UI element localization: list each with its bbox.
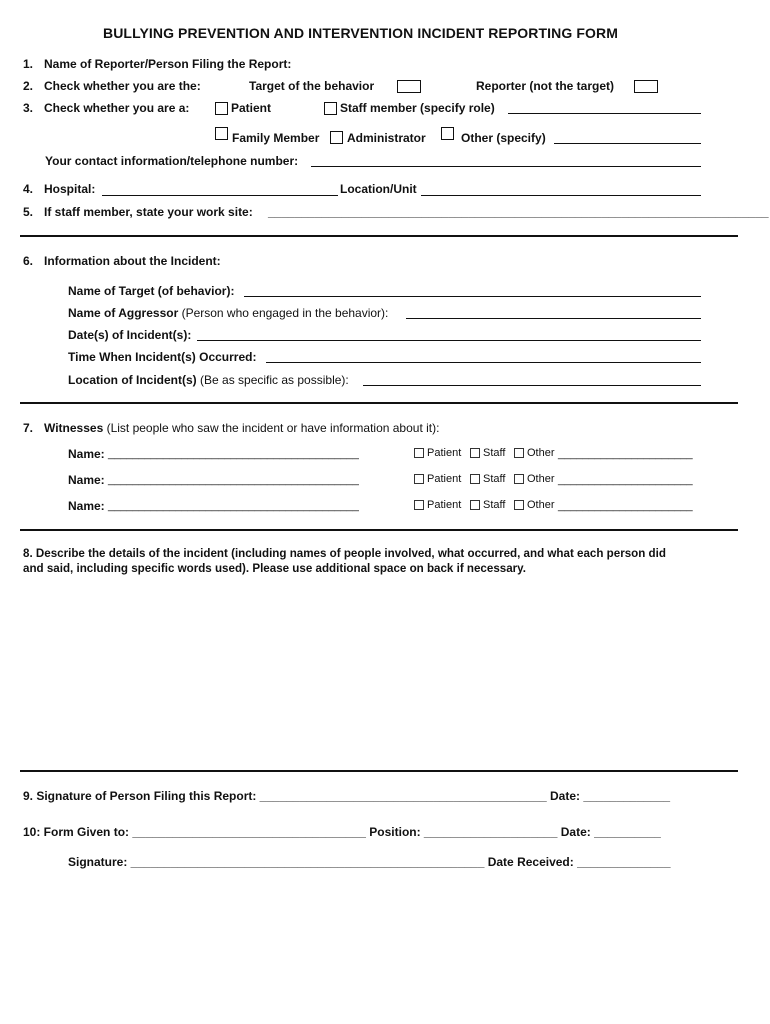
aggressor-name-field[interactable] xyxy=(406,318,701,319)
q2-option-reporter-label: Reporter (not the target) xyxy=(476,79,614,93)
witness-name-label: Name: xyxy=(68,499,105,513)
witness-other-checkbox[interactable] xyxy=(514,448,524,458)
section-divider xyxy=(20,235,738,237)
q7-note: (List people who saw the incident or have information about it): xyxy=(103,421,440,435)
section-divider xyxy=(20,770,738,772)
q5-label: If staff member, state your work site: xyxy=(44,205,253,219)
target-name-field[interactable] xyxy=(244,296,701,297)
witness-patient-checkbox[interactable] xyxy=(414,448,424,458)
witness-staff-checkbox[interactable] xyxy=(470,474,480,484)
q3-family-checkbox[interactable] xyxy=(215,127,228,140)
hospital-field[interactable] xyxy=(102,195,338,196)
q6-number: 6. xyxy=(23,254,34,268)
witness-patient-checkbox[interactable] xyxy=(414,500,424,510)
incident-location-label xyxy=(68,373,349,387)
q8-instructions-line1: 8. Describe the details of the incident (including names of people involved, what occurred, and what each person did xyxy=(23,547,666,560)
section-divider xyxy=(20,402,738,404)
q2-target-checkbox[interactable] xyxy=(397,80,421,93)
witness-patient-label: Patient xyxy=(427,447,462,459)
q3-other-checkbox[interactable] xyxy=(441,127,454,140)
q7-label xyxy=(44,421,439,435)
q10-signature-line[interactable]: Signature: _____________________________________________________ Date Received: ______________ xyxy=(68,855,671,869)
incident-dates-label: Date(s) of Incident(s): xyxy=(68,328,192,342)
q9-signature-line[interactable]: 9. Signature of Person Filing this Report: ___________________________________________ Date: _____________ xyxy=(23,789,671,803)
target-name-label: Name of Target (of behavior): xyxy=(68,284,235,298)
witness-name-field[interactable]: _________________________________________ xyxy=(108,474,359,486)
q1-label: Name of Reporter/Person Filing the Report: xyxy=(44,57,292,71)
witness-other-field[interactable]: ______________________ xyxy=(558,500,693,512)
q6-label: Information about the Incident: xyxy=(44,254,221,268)
incident-location-note: (Be as specific as possible): xyxy=(196,373,349,387)
witness-staff-label: Staff xyxy=(483,499,506,511)
witness-patient-label: Patient xyxy=(427,473,462,485)
q7-number: 7. xyxy=(23,421,34,435)
witness-other-checkbox[interactable] xyxy=(514,474,524,484)
contact-label: Your contact information/telephone number: xyxy=(45,154,299,168)
witness-other-label: Other xyxy=(527,499,555,511)
q5-number: 5. xyxy=(23,205,34,219)
q2-label: Check whether you are the: xyxy=(44,79,201,93)
incident-location-label-text: Location of Incident(s) xyxy=(68,373,197,387)
witness-staff-label: Staff xyxy=(483,447,506,459)
incident-location-field[interactable] xyxy=(363,385,701,386)
q3-option-patient-label: Patient xyxy=(231,101,272,115)
q3-number: 3. xyxy=(23,101,34,115)
q3-label: Check whether you are a: xyxy=(44,101,190,115)
q3-option-admin-label: Administrator xyxy=(347,131,426,145)
q2-number: 2. xyxy=(23,79,34,93)
contact-field[interactable] xyxy=(311,166,701,167)
witness-patient-label: Patient xyxy=(427,499,462,511)
q3-patient-checkbox[interactable] xyxy=(215,102,228,115)
section-divider xyxy=(20,529,738,531)
q1-number: 1. xyxy=(23,57,34,71)
q4-number: 4. xyxy=(23,182,34,196)
witness-name-label: Name: xyxy=(68,447,105,461)
q4-label: Hospital: xyxy=(44,182,96,196)
incident-details-area[interactable] xyxy=(20,580,738,768)
q3-option-family-label: Family Member xyxy=(232,131,320,145)
q2-option-target-label: Target of the behavior xyxy=(249,79,375,93)
witness-name-label: Name: xyxy=(68,473,105,487)
witness-patient-checkbox[interactable] xyxy=(414,474,424,484)
witness-staff-label: Staff xyxy=(483,473,506,485)
q3-staff-role-field[interactable] xyxy=(508,113,701,114)
aggressor-name-label xyxy=(68,306,388,320)
q3-option-other-label: Other (specify) xyxy=(461,131,546,145)
incident-dates-field[interactable] xyxy=(197,340,701,341)
incident-time-field[interactable] xyxy=(266,362,701,363)
q3-staff-checkbox[interactable] xyxy=(324,102,337,115)
aggressor-name-note: (Person who engaged in the behavior): xyxy=(178,306,389,320)
q3-admin-checkbox[interactable] xyxy=(330,131,343,144)
witness-name-field[interactable]: _________________________________________ xyxy=(108,500,359,512)
q3-other-specify-field[interactable] xyxy=(554,143,701,144)
q10-form-given-line[interactable]: 10: Form Given to: ___________________________________ Position: ____________________ Date: __________ xyxy=(23,825,661,839)
witness-name-field[interactable]: _________________________________________ xyxy=(108,448,359,460)
witness-other-field[interactable]: ______________________ xyxy=(558,474,693,486)
witness-other-label: Other xyxy=(527,447,555,459)
witness-other-field[interactable]: ______________________ xyxy=(558,448,693,460)
work-site-field[interactable]: ___________________________________________________________________________ xyxy=(268,205,769,219)
witness-staff-checkbox[interactable] xyxy=(470,448,480,458)
location-unit-field[interactable] xyxy=(421,195,701,196)
q4-location-label: Location/Unit xyxy=(340,182,417,196)
witness-other-label: Other xyxy=(527,473,555,485)
q7-label-text: Witnesses xyxy=(44,421,104,435)
aggressor-name-label-text: Name of Aggressor xyxy=(68,306,179,320)
witness-other-checkbox[interactable] xyxy=(514,500,524,510)
witness-staff-checkbox[interactable] xyxy=(470,500,480,510)
q2-reporter-checkbox[interactable] xyxy=(634,80,658,93)
incident-time-label: Time When Incident(s) Occurred: xyxy=(68,350,257,364)
q8-instructions-line2: and said, including specific words used). Please use additional space on back if necessary. xyxy=(23,562,526,575)
q3-option-staff-label: Staff member (specify role) xyxy=(340,101,495,115)
form-title: BULLYING PREVENTION AND INTERVENTION INCIDENT REPORTING FORM xyxy=(103,25,618,41)
